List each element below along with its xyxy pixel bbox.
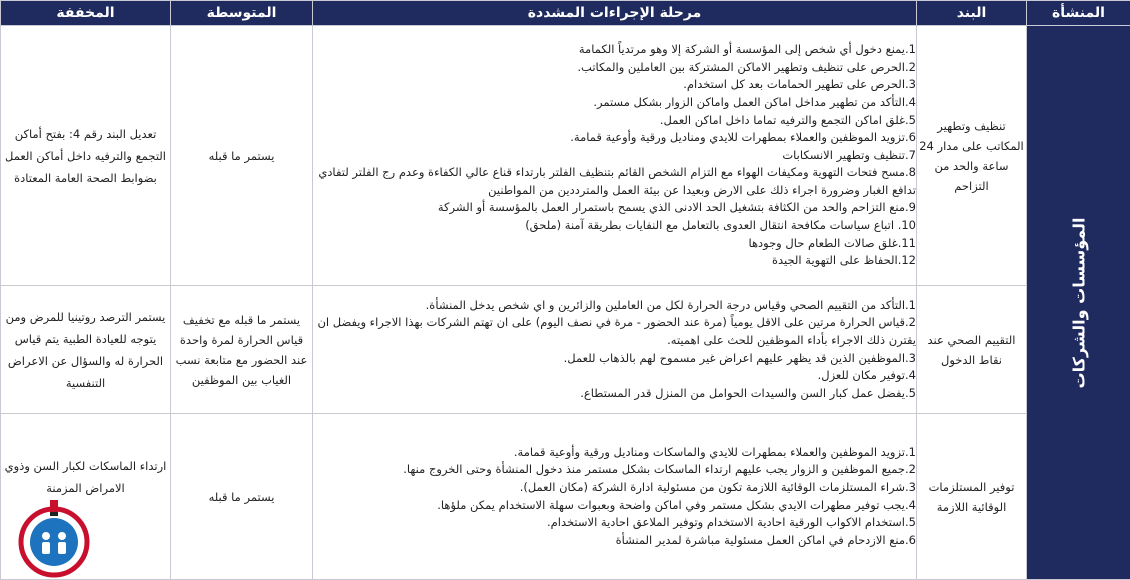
steps-list bbox=[313, 444, 916, 550]
list-item: 1.التأكد من التقييم الصحي وقياس درجة الحرارة لكل من العاملين والزائرين و اي شخص يدخل المنشأة. bbox=[425, 297, 916, 312]
facility-label: المؤسسات والشركات bbox=[1069, 217, 1088, 388]
medium-cell: يستمر ما قبله bbox=[171, 414, 313, 580]
header-facility: المنشأة bbox=[1027, 1, 1130, 26]
list-item: 8.مسح فتحات التهوية ومكيفات الهواء مع التزام الشخص القائم بتنظيف الفلتر بارتداء قناع عالي الكفاءة وعدم رج الفلتر لتفادي تدافع الغبار وضرورة اجراء ذلك على الارض وبعيدا عن بيئة العمل والمترددين من المواطنين bbox=[318, 165, 916, 197]
light-cell: يستمر الترصد روتينيا للمرض ومن يتوجه للعيادة الطبية يتم قياس الحرارة له والسؤال عن الاعراض التنفسية bbox=[1, 286, 171, 414]
header-strict-phase: مرحلة الإجراءات المشددة bbox=[313, 1, 917, 26]
list-item: 6.تزويد الموظفين والعملاء بمطهرات للايدي ومناديل ورقية وأوعية قمامة. bbox=[570, 130, 916, 145]
list-item: 5.غلق اماكن التجمع والترفيه تماما داخل اماكن العمل. bbox=[659, 112, 916, 127]
list-item: 2.الحرص على تنظيف وتطهير الاماكن المشتركة بين العاملين والمكاتب. bbox=[577, 59, 916, 74]
ministry-of-health-logo-icon bbox=[14, 498, 94, 578]
medium-cell: يستمر ما قبله bbox=[171, 26, 313, 286]
list-item: 3.الحرص على تطهير الحمامات بعد كل استخدام. bbox=[683, 77, 916, 92]
item-cell: التقييم الصحي عند نقاط الدخول bbox=[917, 286, 1027, 414]
list-item: 2.قياس الحرارة مرتين على الاقل يومياً (مرة عند الحضور - مرة في نصف اليوم) على ان تهتم الشركات بهذا الاجراء ويفضل ان يقترن ذلك الاجراء بأداء الموظفين للحث على اهميته. bbox=[317, 315, 916, 347]
strict-steps-cell bbox=[313, 414, 917, 580]
light-cell: ارتداء الماسكات لكبار السن وذوي الامراض المزمنة bbox=[1, 414, 171, 580]
header-item: البند bbox=[917, 1, 1027, 26]
list-item: 3.الموظفين الذين قد يظهر عليهم اعراض غير مسموح لهم بالذهاب للعمل. bbox=[563, 350, 916, 365]
list-item: 12.الحفاظ على التهوية الجيدة bbox=[771, 253, 916, 268]
steps-list bbox=[313, 41, 916, 270]
item-cell: توفير المستلزمات الوقائية اللازمة bbox=[917, 414, 1027, 580]
light-cell: تعديل البند رقم 4: بفتح أماكن التجمع والترفيه داخل أماكن العمل بضوابط الصحة العامة المعتادة bbox=[1, 26, 171, 286]
list-item: 3.شراء المستلزمات الوقائية اللازمة تكون من مسئولية ادارة الشركة (مكان العمل). bbox=[519, 479, 916, 494]
list-item: 4.يجب توفير مطهرات الايدي بشكل مستمر وفي اماكن واضحة وبعبوات سهلة الاستخدام يمكن ملؤها. bbox=[437, 497, 916, 512]
list-item: 4.التأكد من تطهير مداخل اماكن العمل واماكن الزوار بشكل مستمر. bbox=[593, 94, 916, 109]
list-item: 5.يفضل عمل كبار السن والسيدات الحوامل من المنزل قدر المستطاع. bbox=[580, 385, 916, 400]
table-row bbox=[1, 414, 1130, 580]
medium-cell: يستمر ما قبله مع تخفيف قياس الحرارة لمرة واحدة عند الحضور مع متابعة نسب الغياب بين الموظفين bbox=[171, 286, 313, 414]
list-item: 1.تزويد الموظفين والعملاء بمطهرات للايدي والماسكات ومناديل ورقية وأوعية قمامة. bbox=[513, 444, 916, 459]
header-medium-phase: المتوسطة bbox=[171, 1, 313, 26]
list-item: 5.استخدام الاكواب الورقية احادية الاستخدام وتوفير الملاعق احادية الاستخدام. bbox=[546, 515, 916, 530]
list-item: 6.منع الازدحام في اماكن العمل مسئولية مباشرة لمدير المنشأة bbox=[615, 532, 916, 547]
table-header-row bbox=[1, 1, 1130, 26]
item-cell: تنظيف وتطهير المكاتب على مدار 24 ساعة والحد من التزاحم bbox=[917, 26, 1027, 286]
strict-steps-cell bbox=[313, 286, 917, 414]
strict-steps-cell bbox=[313, 26, 917, 286]
list-item: 2.جميع الموظفين و الزوار يجب عليهم ارتداء الماسكات بشكل مستمر منذ دخول المنشأة وحتى الخروج منها. bbox=[403, 462, 916, 477]
steps-list bbox=[313, 297, 916, 403]
facility-cell bbox=[1027, 26, 1130, 580]
list-item: 4.توفير مكان للعزل. bbox=[817, 368, 916, 383]
list-item: 11.غلق صالات الطعام حال وجودها bbox=[748, 235, 916, 250]
list-item: 7.تنظيف وتطهير الانسكابات bbox=[782, 147, 916, 162]
list-item: 1.يمنع دخول أي شخص إلى المؤسسة أو الشركة إلا وهو مرتدياً الكمامة bbox=[578, 42, 916, 57]
table-row bbox=[1, 26, 1130, 286]
table-row bbox=[1, 286, 1130, 414]
list-item: 10. اتباع سياسات مكافحة انتقال العدوى بالتعامل مع النفايات بطريقة آمنة (ملحق) bbox=[525, 218, 916, 233]
list-item: 9.منع التزاحم والحد من الكثافة بتشغيل الحد الادنى الذي يسمح باستمرار العمل بالمؤسسة أو الشركة bbox=[437, 200, 916, 215]
header-light-phase: المخففة bbox=[1, 1, 171, 26]
